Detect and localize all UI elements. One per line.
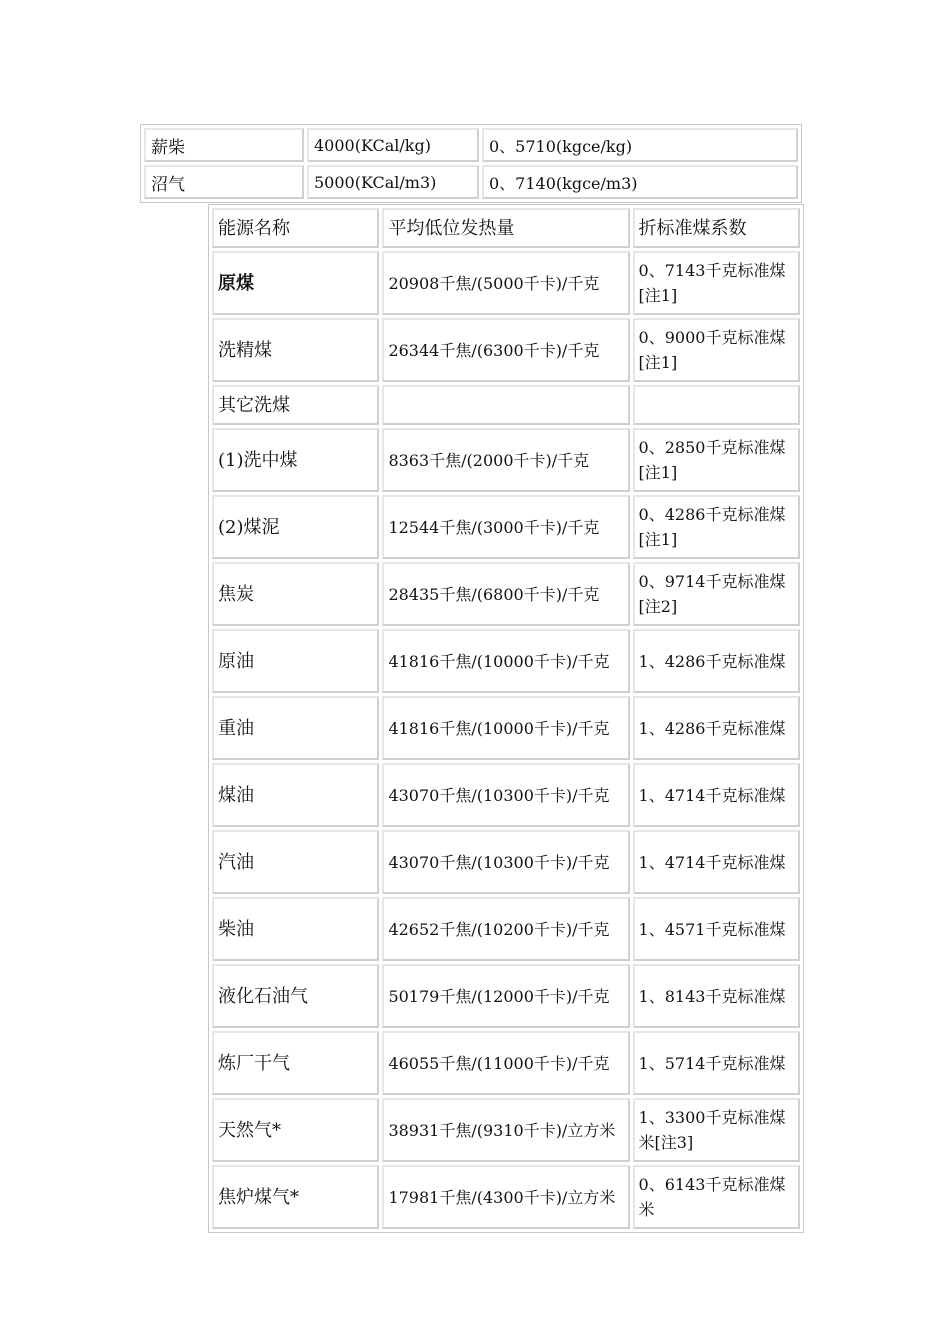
coefficient-cell: 0、7143千克标准煤[注1] bbox=[633, 251, 800, 315]
energy-name-cell: 焦炉煤气* bbox=[212, 1165, 379, 1229]
energy-name-cell: 薪柴 bbox=[144, 128, 304, 162]
energy-name-cell: 汽油 bbox=[212, 830, 379, 894]
energy-name-cell: 煤油 bbox=[212, 763, 379, 827]
fuel-table-top bbox=[140, 124, 802, 203]
heat-value-cell: 4000(KCal/kg) bbox=[307, 128, 479, 162]
heat-value-cell: 12544千焦/(3000千卡)/千克 bbox=[382, 495, 629, 559]
coefficient-cell bbox=[633, 385, 800, 425]
energy-name-cell: 原煤 bbox=[212, 251, 379, 315]
energy-name-cell: (2)煤泥 bbox=[212, 495, 379, 559]
heat-value-cell: 50179千焦/(12000千卡)/千克 bbox=[382, 964, 629, 1028]
table-row bbox=[212, 629, 800, 693]
heat-value-cell: 5000(KCal/m3) bbox=[307, 165, 479, 199]
table-row bbox=[144, 128, 798, 162]
coefficient-cell: 1、3300千克标准煤米[注3] bbox=[633, 1098, 800, 1162]
table-row bbox=[212, 385, 800, 425]
heat-value-cell: 41816千焦/(10000千卡)/千克 bbox=[382, 629, 629, 693]
heat-value-cell: 20908千焦/(5000千卡)/千克 bbox=[382, 251, 629, 315]
heat-value-cell: 41816千焦/(10000千卡)/千克 bbox=[382, 696, 629, 760]
table-header-row bbox=[212, 208, 800, 248]
heat-value-cell: 42652千焦/(10200千卡)/千克 bbox=[382, 897, 629, 961]
header-coefficient: 折标准煤系数 bbox=[633, 208, 800, 248]
table-row bbox=[212, 251, 800, 315]
coefficient-cell: 1、4286千克标准煤 bbox=[633, 629, 800, 693]
heat-value-cell: 46055千焦/(11000千卡)/千克 bbox=[382, 1031, 629, 1095]
coefficient-cell: 1、4714千克标准煤 bbox=[633, 763, 800, 827]
header-energy-name: 能源名称 bbox=[212, 208, 379, 248]
heat-value-cell: 28435千焦/(6800千卡)/千克 bbox=[382, 562, 629, 626]
table-row bbox=[144, 165, 798, 199]
energy-name-cell: 洗精煤 bbox=[212, 318, 379, 382]
table-row bbox=[212, 318, 800, 382]
energy-name-cell: 液化石油气 bbox=[212, 964, 379, 1028]
coefficient-cell: 0、6143千克标准煤米 bbox=[633, 1165, 800, 1229]
coefficient-cell: 0、5710(kgce/kg) bbox=[482, 128, 798, 162]
coefficient-cell: 1、4571千克标准煤 bbox=[633, 897, 800, 961]
heat-value-cell: 43070千焦/(10300千卡)/千克 bbox=[382, 763, 629, 827]
table-row bbox=[212, 763, 800, 827]
energy-name-cell: 原油 bbox=[212, 629, 379, 693]
coefficient-cell: 1、8143千克标准煤 bbox=[633, 964, 800, 1028]
energy-name-cell: 重油 bbox=[212, 696, 379, 760]
coefficient-cell: 0、4286千克标准煤[注1] bbox=[633, 495, 800, 559]
energy-name-cell: 沼气 bbox=[144, 165, 304, 199]
table-row bbox=[212, 562, 800, 626]
heat-value-cell: 38931千焦/(9310千卡)/立方米 bbox=[382, 1098, 629, 1162]
energy-name-cell: (1)洗中煤 bbox=[212, 428, 379, 492]
table-row bbox=[212, 830, 800, 894]
table-row bbox=[212, 897, 800, 961]
coefficient-cell: 0、9714千克标准煤[注2] bbox=[633, 562, 800, 626]
energy-name-cell: 炼厂干气 bbox=[212, 1031, 379, 1095]
heat-value-cell: 17981千焦/(4300千卡)/立方米 bbox=[382, 1165, 629, 1229]
table-row bbox=[212, 428, 800, 492]
heat-value-cell: 8363千焦/(2000千卡)/千克 bbox=[382, 428, 629, 492]
energy-name-cell: 柴油 bbox=[212, 897, 379, 961]
coefficient-cell: 1、5714千克标准煤 bbox=[633, 1031, 800, 1095]
table-row bbox=[212, 1165, 800, 1229]
table-row bbox=[212, 696, 800, 760]
table-row bbox=[212, 1098, 800, 1162]
heat-value-cell: 26344千焦/(6300千卡)/千克 bbox=[382, 318, 629, 382]
table-row bbox=[212, 495, 800, 559]
coefficient-cell: 0、9000千克标准煤[注1] bbox=[633, 318, 800, 382]
coefficient-cell: 0、2850千克标准煤[注1] bbox=[633, 428, 800, 492]
energy-name-cell: 天然气* bbox=[212, 1098, 379, 1162]
table-row bbox=[212, 1031, 800, 1095]
header-heat-value: 平均低位发热量 bbox=[382, 208, 629, 248]
heat-value-cell bbox=[382, 385, 629, 425]
coefficient-cell: 1、4714千克标准煤 bbox=[633, 830, 800, 894]
heat-value-cell: 43070千焦/(10300千卡)/千克 bbox=[382, 830, 629, 894]
energy-name-cell: 焦炭 bbox=[212, 562, 379, 626]
coefficient-cell: 0、7140(kgce/m3) bbox=[482, 165, 798, 199]
table-row bbox=[212, 964, 800, 1028]
coefficient-cell: 1、4286千克标准煤 bbox=[633, 696, 800, 760]
energy-name-cell: 其它洗煤 bbox=[212, 385, 379, 425]
energy-conversion-table bbox=[208, 204, 804, 1233]
